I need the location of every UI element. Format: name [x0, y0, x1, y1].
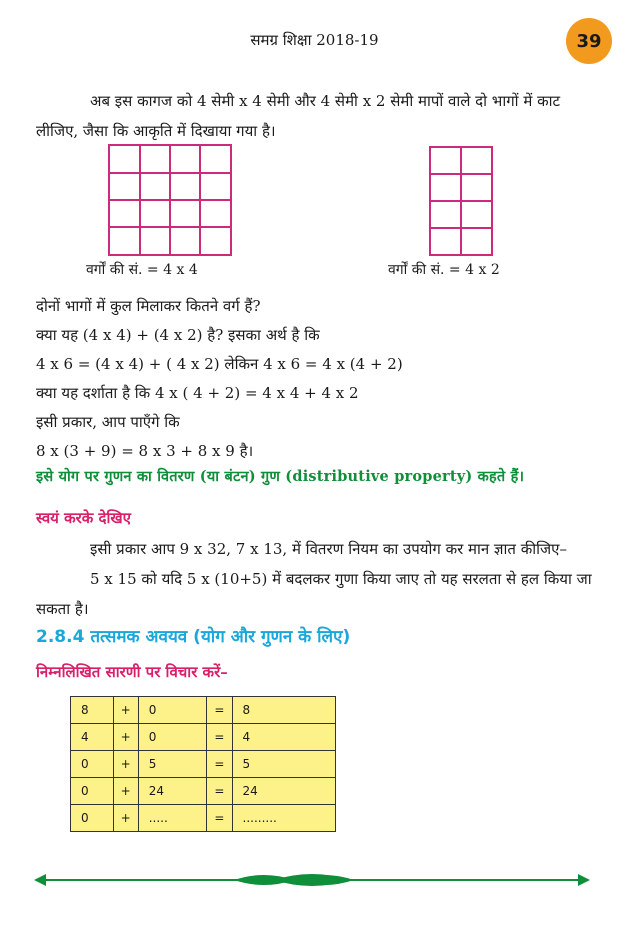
table-cell: =	[207, 751, 232, 778]
table-cell: 8	[71, 697, 114, 724]
page-number-badge: 39	[566, 18, 612, 64]
grid-4x2	[429, 146, 493, 256]
table-cell: 5	[138, 751, 207, 778]
text-line: दोनों भागों में कुल मिलाकर कितने वर्ग हैं?	[36, 297, 261, 315]
table-cell: 4	[232, 724, 335, 751]
table-cell: .....	[138, 805, 207, 832]
table-cell: 8	[232, 697, 335, 724]
try-yourself-heading: स्वयं करके देखिए	[36, 509, 131, 527]
table-cell: .........	[232, 805, 335, 832]
table-cell: +	[113, 697, 138, 724]
table-row	[71, 751, 336, 778]
grid-4x4	[108, 144, 232, 256]
section-heading: 2.8.4 तत्समक अवयव (योग और गुणन के लिए)	[36, 627, 351, 647]
text-line: 8 x (3 + 9) = 8 x 3 + 8 x 9 है।	[36, 442, 254, 460]
text-line: इसी प्रकार, आप पाएँगे कि	[36, 413, 180, 431]
table-cell: =	[207, 778, 232, 805]
text-line: क्या यह दर्शाता है कि 4 x ( 4 + 2) = 4 x 4 + 4 x 2	[36, 384, 359, 402]
table-row	[71, 778, 336, 805]
table-row	[71, 697, 336, 724]
table-row	[71, 724, 336, 751]
table-cell: 0	[138, 697, 207, 724]
table-cell: 4	[71, 724, 114, 751]
text-line: क्या यह (4 x 4) + (4 x 2) है? इसका अर्थ है कि	[36, 326, 320, 344]
table-cell: 5	[232, 751, 335, 778]
table-cell: 0	[71, 778, 114, 805]
table-cell: +	[113, 778, 138, 805]
try-text-1: इसी प्रकार आप 9 x 32, 7 x 13, में वितरण नियम का उपयोग कर मान ज्ञात कीजिए–	[90, 540, 567, 558]
table-intro: निम्नलिखित सारणी पर विचार करें–	[36, 663, 228, 681]
table-cell: =	[207, 724, 232, 751]
right-grid-caption: वर्गों की सं. = 4 x 2	[388, 262, 500, 278]
table-cell: 0	[71, 751, 114, 778]
identity-table	[70, 696, 336, 832]
left-grid-caption: वर्गों की सं. = 4 x 4	[86, 262, 198, 278]
table-cell: 0	[138, 724, 207, 751]
table-cell: 24	[138, 778, 207, 805]
intro-paragraph: अब इस कागज को 4 सेमी x 4 सेमी और 4 सेमी x 2 सेमी मापों वाले दो भागों में काट लीजिए, जैसा कि आकृति में दिखाया गया है।	[36, 92, 561, 140]
table-cell: 0	[71, 805, 114, 832]
text-line: 4 x 6 = (4 x 4) + ( 4 x 2) लेकिन 4 x 6 = 4 x (4 + 2)	[36, 355, 403, 373]
table-cell: 24	[232, 778, 335, 805]
table-cell: +	[113, 751, 138, 778]
table-row	[71, 805, 336, 832]
distributive-definition: इसे योग पर गुणन का वितरण (या बंटन) गुण (distributive property) कहते हैं।	[36, 468, 525, 485]
table-cell: +	[113, 805, 138, 832]
decorative-divider-icon	[34, 868, 590, 892]
page-header: समग्र शिक्षा 2018-19	[250, 31, 379, 49]
table-cell: =	[207, 805, 232, 832]
table-cell: +	[113, 724, 138, 751]
try-text-2: 5 x 15 को यदि 5 x (10+5) में बदलकर गुणा किया जाए तो यह सरलता से हल किया जा सकता है।	[36, 570, 592, 618]
table-cell: =	[207, 697, 232, 724]
